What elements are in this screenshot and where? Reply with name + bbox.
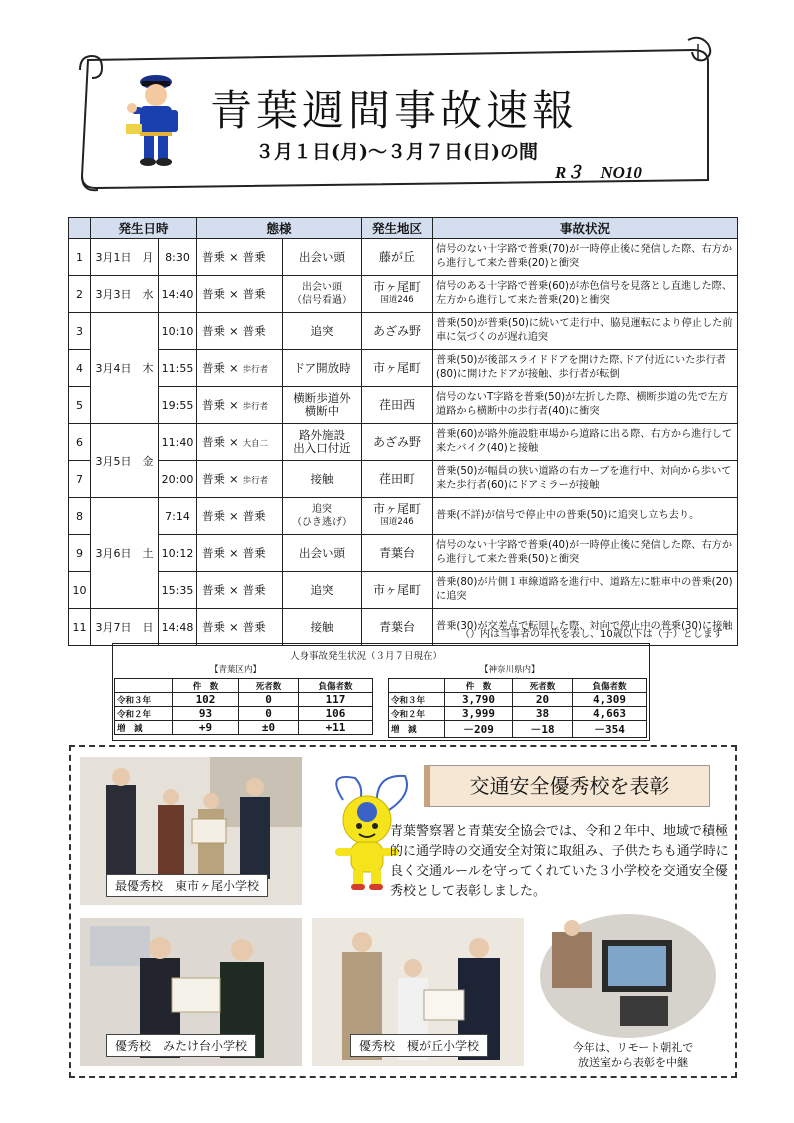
versus-mark-icon: × (229, 435, 239, 449)
party-2: 普乗 (242, 509, 266, 523)
party-2: 普乗 (242, 324, 266, 338)
aoba-col-deaths: 死者数 (239, 679, 299, 693)
row-mode: ドア開放時 (283, 350, 362, 387)
row-time: 14:48 (159, 609, 197, 646)
table-row: 令和２年 3,999 38 4,663 (389, 707, 647, 721)
row-number: 6 (69, 424, 91, 461)
police-officer-mascot-icon (122, 72, 192, 170)
row-description: 信号のない十字路で普乗(40)が一時停止後に発信した際、右方から進行して来た普乗(50)と衝突 (433, 535, 738, 572)
aoba-col-count: 件 数 (173, 679, 239, 693)
row-description: 普乗(50)が普乗(50)に続いて走行中、脇見運転により停止した前車に気づくのが遅れ追突 (433, 313, 738, 350)
row-number: 2 (69, 276, 91, 313)
table-row: 令和３年 3,790 20 4,309 (389, 693, 647, 707)
row-description: 普乗(不詳)が信号で停止中の普乗(50)に追突し立ち去り。 (433, 498, 738, 535)
versus-mark-icon: × (229, 324, 239, 338)
table-row (69, 424, 738, 461)
table-row (69, 350, 738, 387)
row-description: 普乗(50)が幅員の狭い道路の右カーブを進行中、対向から歩いて来た歩行者(60)にドアミラーが接触 (433, 461, 738, 498)
party-2: 歩行者 (242, 402, 269, 412)
row-area (362, 350, 433, 387)
area-name: 市ヶ尾町 (373, 360, 422, 375)
row-description: 普乗(80)が片側１車線道路を進行中、道路左に駐車中の普乗(20)に追突 (433, 572, 738, 609)
table-row (69, 572, 738, 609)
versus-mark-icon: × (229, 361, 239, 375)
row-mode: 追突 （ひき逃げ） (283, 498, 362, 535)
area-route: 国道246 (380, 517, 414, 527)
table-row: 令和３年 102 0 117 (115, 693, 373, 707)
header-mode: 態様 (197, 218, 362, 239)
row-parties (197, 239, 283, 276)
row-number: 3 (69, 313, 91, 350)
row-time: 11:40 (159, 424, 197, 461)
party-2: 普乗 (242, 620, 266, 634)
row-time: 15:35 (159, 572, 197, 609)
table-row (69, 461, 738, 498)
row-description: 普乗(30)が交差点で転回した際、対向で停止中の普乗(30)に接触 (433, 609, 738, 646)
versus-mark-icon: × (229, 546, 239, 560)
aoba-stats-label: 【青葉区内】 (210, 665, 262, 675)
award-heading: 交通安全優秀校を表彰 (424, 765, 710, 807)
table-row: 増 減 －209 －18 －354 (389, 721, 647, 738)
accident-table (68, 217, 738, 646)
row-date: 3月7日 日 (91, 609, 159, 646)
row-time: 8:30 (159, 239, 197, 276)
caption-best-school: 最優秀校 東市ヶ尾小学校 (106, 874, 268, 897)
row-area (362, 313, 433, 350)
party-2: 普乗 (242, 546, 266, 560)
row-number: 5 (69, 387, 91, 424)
row-parties (197, 424, 283, 461)
row-number: 4 (69, 350, 91, 387)
party-1: 普乗 (202, 287, 226, 301)
row-area (362, 387, 433, 424)
row-description: 信号のある十字路で普乗(60)が赤色信号を見落とし直進した際、左方から進行して来た普乗(20)と衝突 (433, 276, 738, 313)
table-row (69, 276, 738, 313)
aoba-col-0 (115, 679, 173, 693)
versus-mark-icon: × (229, 583, 239, 597)
row-mode: 接触 (283, 461, 362, 498)
party-1: 普乗 (202, 546, 226, 560)
area-name: 青葉台 (379, 619, 416, 634)
versus-mark-icon: × (229, 472, 239, 486)
area-name: 市ヶ尾町 (373, 502, 422, 516)
table-row (69, 313, 738, 350)
row-mode: 出会い頭 （信号看過） (283, 276, 362, 313)
row-area (362, 239, 433, 276)
area-name: あざみ野 (373, 434, 422, 449)
row-time: 20:00 (159, 461, 197, 498)
row-parties (197, 535, 283, 572)
party-1: 普乗 (202, 398, 226, 412)
table-row (69, 239, 738, 276)
table-row (69, 535, 738, 572)
kanagawa-col-deaths: 死者数 (513, 679, 573, 693)
kanagawa-col-0 (389, 679, 445, 693)
area-name: 青葉台 (379, 545, 416, 560)
area-name: 市ヶ尾町 (373, 280, 422, 294)
row-area (362, 424, 433, 461)
row-parties (197, 461, 283, 498)
party-1: 普乗 (202, 324, 226, 338)
area-name: あざみ野 (373, 323, 422, 338)
row-description: 信号のないT字路を普乗(50)が左折した際、横断歩道の先で左方道路から横断中の歩行者(40)に衝突 (433, 387, 738, 424)
party-2: 普乗 (242, 287, 266, 301)
area-name: 荏田西 (379, 397, 416, 412)
aoba-stats-table (114, 678, 373, 735)
header-no (69, 218, 91, 239)
party-2: 普乗 (242, 250, 266, 264)
remote-assembly-caption: 今年は、リモート朝礼で 放送室から表彰を中継 (572, 1041, 694, 1069)
party-2: 大自二 (242, 439, 269, 449)
kanagawa-col-count: 件 数 (445, 679, 513, 693)
table-row: 令和２年 93 0 106 (115, 707, 373, 721)
row-time: 10:12 (159, 535, 197, 572)
row-parties (197, 313, 283, 350)
row-parties (197, 350, 283, 387)
versus-mark-icon: × (229, 250, 239, 264)
area-route: 国道246 (380, 295, 414, 305)
kanagawa-col-injured: 負傷者数 (573, 679, 647, 693)
caption-mitakedai-school: 優秀校 みたけ台小学校 (106, 1034, 256, 1057)
row-mode: 追突 (283, 572, 362, 609)
versus-mark-icon: × (229, 398, 239, 412)
row-time: 14:40 (159, 276, 197, 313)
row-time: 7:14 (159, 498, 197, 535)
caption-enokigaoka-school: 優秀校 榎が丘小学校 (350, 1034, 488, 1057)
row-date: 3月1日 月 (91, 239, 159, 276)
table-row (69, 387, 738, 424)
versus-mark-icon: × (229, 287, 239, 301)
row-mode: 追突 (283, 313, 362, 350)
row-mode: 接触 (283, 609, 362, 646)
remote-assembly-photo-icon (538, 912, 718, 1040)
area-name: 市ヶ尾町 (373, 582, 422, 597)
row-mode: 出会い頭 (283, 535, 362, 572)
row-area (362, 276, 433, 313)
table-header-row (69, 218, 738, 239)
area-name: 藤が丘 (379, 249, 416, 264)
row-description: 普乗(50)が後部スライドドアを開けた際､ドア付近にいた歩行者(80)に開けたドアが接触、歩行者が転倒 (433, 350, 738, 387)
row-parties (197, 498, 283, 535)
row-parties (197, 387, 283, 424)
party-1: 普乗 (202, 509, 226, 523)
row-time: 11:55 (159, 350, 197, 387)
row-area (362, 609, 433, 646)
row-mode: 路外施設 出入口付近 (283, 424, 362, 461)
area-name: 荏田町 (379, 471, 416, 486)
row-date: 3月5日 金 (91, 424, 159, 498)
row-area (362, 461, 433, 498)
row-number: 7 (69, 461, 91, 498)
row-mode: 出会い頭 (283, 239, 362, 276)
row-area (362, 535, 433, 572)
row-number: 11 (69, 609, 91, 646)
party-2: 歩行者 (242, 476, 269, 486)
row-number: 10 (69, 572, 91, 609)
party-1: 普乗 (202, 583, 226, 597)
row-date: 3月6日 土 (91, 498, 159, 609)
issue-number: R３ NO10 (555, 163, 642, 182)
aoba-col-injured: 負傷者数 (299, 679, 373, 693)
row-mode: 横断歩道外 横断中 (283, 387, 362, 424)
header-datetime: 発生日時 (91, 218, 197, 239)
party-1: 普乗 (202, 361, 226, 375)
party-1: 普乗 (202, 435, 226, 449)
table-row: 増 減 +9 ±0 +11 (115, 721, 373, 735)
date-range: ３月１日(月)～３月７日(日)の間 (255, 141, 538, 163)
versus-mark-icon: × (229, 509, 239, 523)
row-description: 信号のない十字路で普乗(70)が一時停止後に発信した際、右方から進行して来た普乗(20)と衝突 (433, 239, 738, 276)
row-number: 1 (69, 239, 91, 276)
party-2: 歩行者 (242, 365, 269, 375)
row-number: 9 (69, 535, 91, 572)
kanagawa-stats-table (388, 678, 647, 738)
stats-title: 人身事故発生状況（３月７日現在） (290, 651, 443, 662)
table-row (69, 498, 738, 535)
row-area (362, 498, 433, 535)
header-situation: 事故状況 (433, 218, 738, 239)
table-note: （）内は当事者の年代を表し、10歳以下は（子）とします (460, 629, 723, 640)
row-parties (197, 276, 283, 313)
row-date: 3月3日 水 (91, 276, 159, 313)
row-area (362, 572, 433, 609)
row-description: 普乗(60)が路外施設駐車場から道路に出る際、右方から進行して来たバイク(40)と接触 (433, 424, 738, 461)
party-1: 普乗 (202, 620, 226, 634)
versus-mark-icon: × (229, 620, 239, 634)
party-1: 普乗 (202, 472, 226, 486)
page-title: 青葉週間事故速報 (210, 86, 579, 135)
row-number: 8 (69, 498, 91, 535)
row-parties (197, 609, 283, 646)
kanagawa-stats-label: 【神奈川県内】 (480, 665, 540, 675)
party-1: 普乗 (202, 250, 226, 264)
row-date: 3月4日 木 (91, 313, 159, 424)
row-time: 10:10 (159, 313, 197, 350)
award-body-text: 青葉警察署と青葉安全協会では、令和２年中、地域で積極的に通学時の交通安全対策に取組み、子供たちも通学時に良く交通ルールを守ってくれていた３小学校を交通安全優秀校として表彰しました。 (390, 824, 729, 899)
row-time: 19:55 (159, 387, 197, 424)
header-area: 発生地区 (362, 218, 433, 239)
party-2: 普乗 (242, 583, 266, 597)
row-parties (197, 572, 283, 609)
